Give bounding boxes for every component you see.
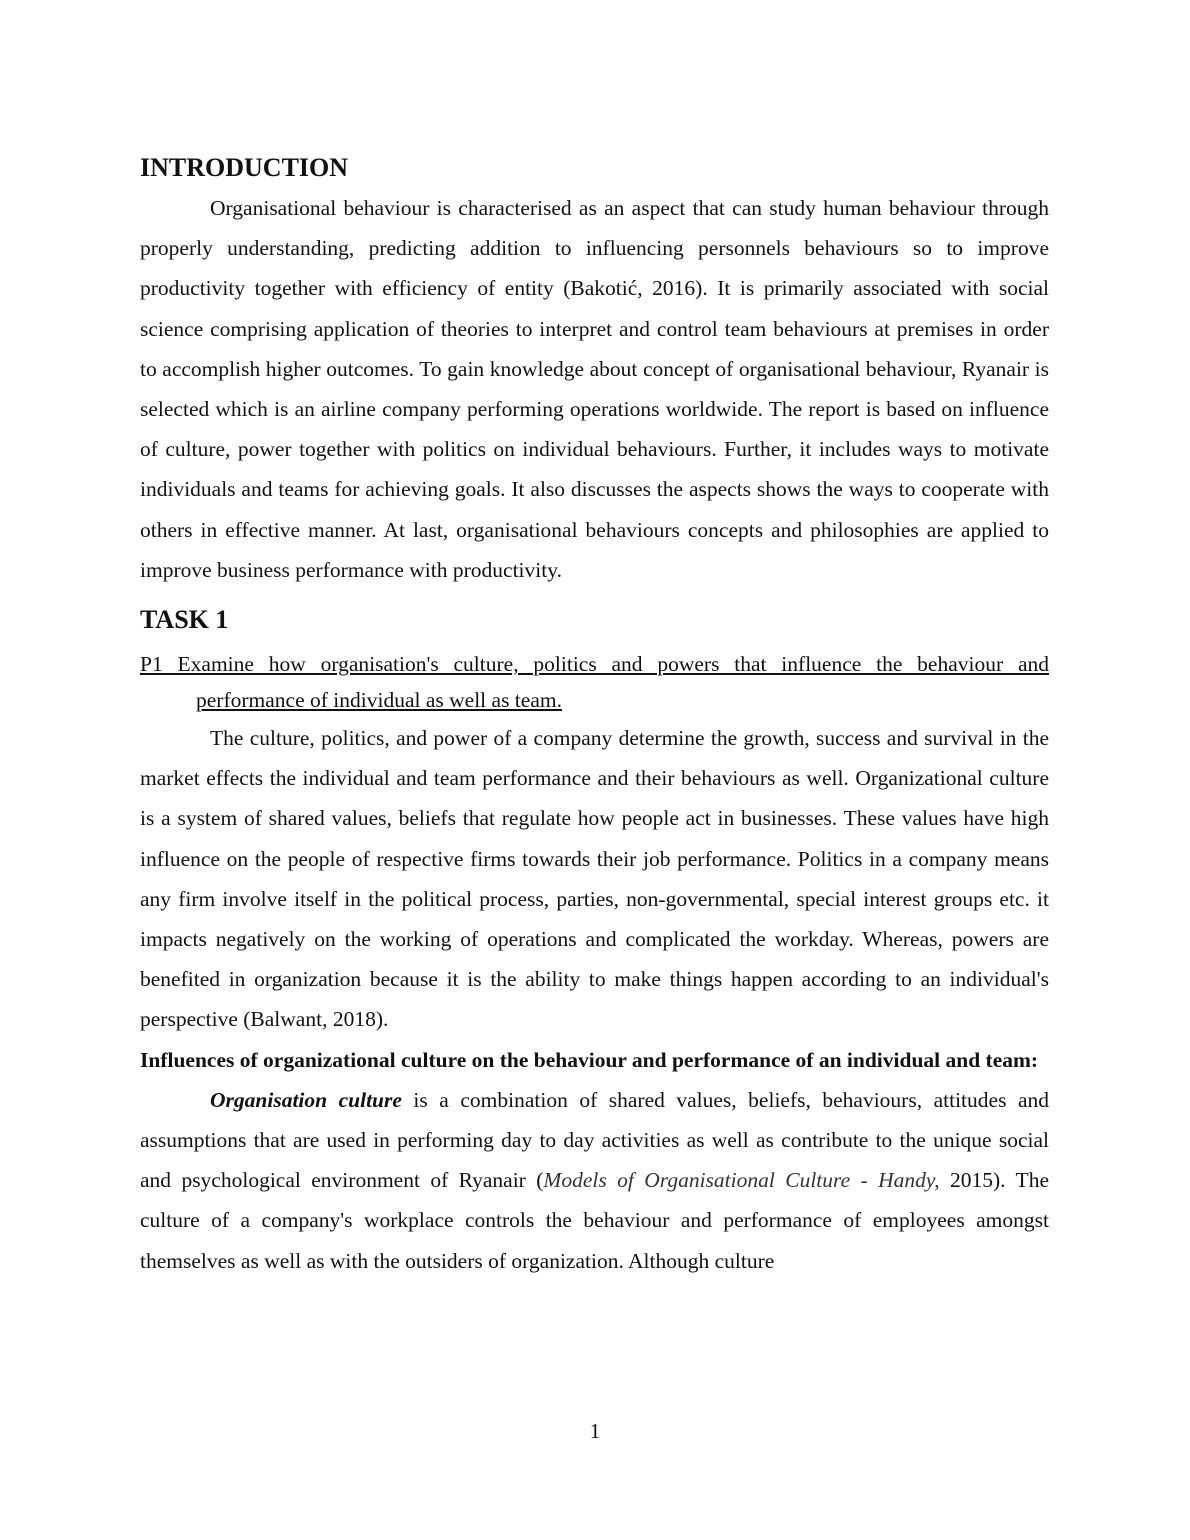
introduction-paragraph: Organisational behaviour is characterised as an aspect that can study human behaviour through properly understanding, predicting addition to influencing personnels behaviours so to improve productivity together with efficiency of entity (Bakotić, 2016). It is primarily associated with social science comprising application of theories to interpret and control team behaviours at premises in order to accomplish higher outcomes. To gain knowledge about concept of organisational behaviour, Ryanair is selected which is an airline company performing operations worldwide. The report is based on influence of culture, power together with politics on individual behaviours. Further, it includes ways to motivate individuals and teams for achieving goals. It also discusses the aspects shows the ways to cooperate with others in effective manner. At last, organisational behaviours concepts and philosophies are applied to improve business performance with productivity. bbox=[140, 196, 1049, 582]
culture-citation: Models of Organisational Culture - Handy, bbox=[543, 1168, 940, 1193]
culture-paragraph bbox=[140, 1080, 1049, 1281]
p1-subheading: P1 Examine how organisation's culture, politics and powers that influence the behaviour and performance of individual as well as team. bbox=[140, 652, 1049, 713]
p1-paragraph: The culture, politics, and power of a company determine the growth, success and survival in the market effects the individual and team performance and their behaviours as well. Organizational culture is a system of shared values, beliefs that regulate how people act in businesses. These values have high influence on the people of respective firms towards their job performance. Politics in a company means any firm involve itself in the political process, parties, non-governmental, special interest groups etc. it impacts negatively on the working of operations and complicated the workday. Whereas, powers are benefited in organization because it is the ability to make things happen according to an individual's perspective (Balwant, 2018). bbox=[140, 726, 1049, 1032]
page-number: 1 bbox=[589, 1419, 601, 1443]
culture-text-after-citation: 2015). The culture of a company's workplace controls the behaviour and performance of employees amongst themselves as well as with the outsiders of organization. Although culture bbox=[140, 1168, 1049, 1273]
task1-heading: TASK 1 bbox=[140, 605, 229, 635]
culture-influence-heading: Influences of organizational culture on the behaviour and performance of an individual and team: bbox=[140, 1047, 1039, 1072]
page-content bbox=[140, 148, 1049, 1281]
culture-text-before-citation: is a combination of shared values, beliefs, behaviours, attitudes and assumptions that are used in performing day to day activities as well as contribute to the unique social and psychological environment of Ryanair ( bbox=[140, 1087, 1049, 1193]
introduction-heading: INTRODUCTION bbox=[140, 153, 349, 182]
culture-term: Organisation culture bbox=[210, 1087, 402, 1112]
